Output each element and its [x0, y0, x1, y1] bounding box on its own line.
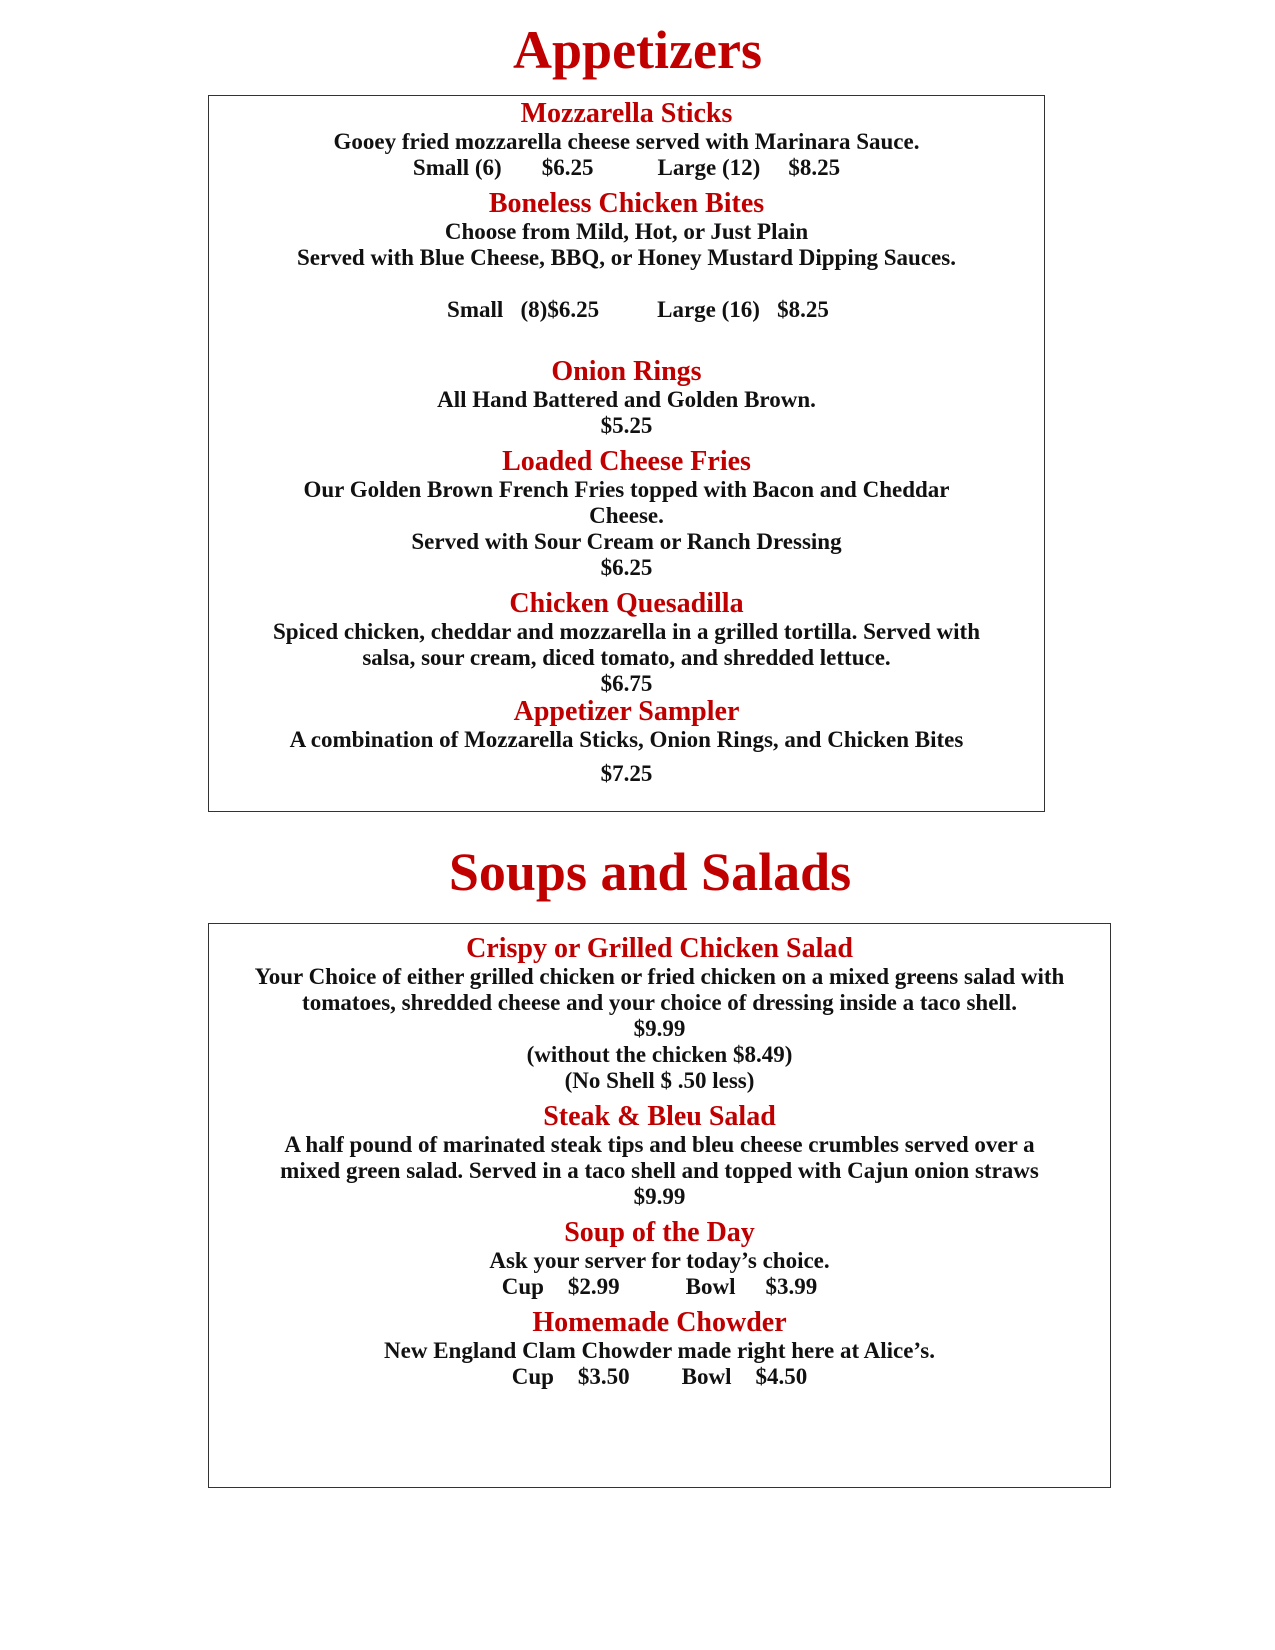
price-label: Bowl	[681, 1364, 732, 1389]
soup-of-day-prices	[209, 1274, 1110, 1300]
sampler-price: $7.25	[600, 761, 653, 786]
chicken-bites-desc: Choose from Mild, Hot, or Just Plain	[444, 219, 809, 244]
quesadilla-desc: salsa, sour cream, diced tomato, and shredded lettuce.	[362, 645, 891, 670]
onion-rings-name: Onion Rings	[551, 356, 702, 387]
chicken-bites-desc: Served with Blue Cheese, BBQ, or Honey Mustard Dipping Sauces.	[297, 245, 956, 270]
price-value: Small (8)$6.25	[447, 297, 600, 322]
price-label: Bowl	[685, 1274, 736, 1299]
onion-rings-price: $5.25	[600, 413, 653, 438]
chicken-bites-name: Boneless Chicken Bites	[488, 188, 765, 219]
chicken-salad-name: Crispy or Grilled Chicken Salad	[466, 933, 853, 964]
price-value: $3.50	[577, 1364, 630, 1389]
cheese-fries-desc: Served with Sour Cream or Ranch Dressing	[411, 529, 842, 554]
price-label: Large (12)	[657, 155, 761, 180]
mozzarella-sticks-name: Mozzarella Sticks	[520, 98, 733, 129]
price-value: $8.25	[788, 155, 841, 180]
price-value: Large (16) $8.25	[657, 297, 829, 322]
chowder-prices	[209, 1364, 1110, 1390]
quesadilla-desc: Spiced chicken, cheddar and mozzarella in a grilled tortilla. Served with	[272, 619, 980, 644]
appetizers-heading: Appetizers	[513, 20, 762, 80]
chicken-salad-note: (without the chicken $8.49)	[526, 1042, 793, 1067]
price-value: $3.99	[765, 1274, 818, 1299]
sampler-desc: A combination of Mozzarella Sticks, Onion Rings, and Chicken Bites	[289, 727, 964, 752]
cheese-fries-desc: Cheese.	[589, 503, 664, 528]
quesadilla-price: $6.75	[600, 671, 653, 696]
chicken-salad-desc: Your Choice of either grilled chicken or fried chicken on a mixed greens salad with	[254, 964, 1065, 989]
mozzarella-sticks-desc: Gooey fried mozzarella cheese served with Marinara Sauce.	[333, 129, 920, 154]
price-value: $2.99	[567, 1274, 620, 1299]
quesadilla-name: Chicken Quesadilla	[509, 588, 744, 619]
price-label: Small (6)	[412, 155, 502, 180]
chicken-salad-price: $9.99	[633, 1016, 686, 1041]
soups-salads-heading: Soups and Salads	[448, 842, 852, 902]
chicken-salad-desc: tomatoes, shredded cheese and your choice of dressing inside a taco shell.	[302, 990, 1017, 1015]
sampler-name: Appetizer Sampler	[513, 696, 740, 727]
cheese-fries-price: $6.25	[600, 555, 653, 580]
steak-salad-desc: mixed green salad. Served in a taco shell and topped with Cajun onion straws	[280, 1158, 1039, 1183]
chicken-bites-prices	[209, 271, 1044, 349]
soups-salads-box	[208, 923, 1111, 1488]
steak-salad-desc: A half pound of marinated steak tips and bleu cheese crumbles served over a	[284, 1132, 1035, 1157]
price-value: $4.50	[755, 1364, 808, 1389]
price-label: Cup	[501, 1274, 544, 1299]
soup-of-day-desc: Ask your server for today’s choice.	[489, 1248, 830, 1273]
cheese-fries-desc: Our Golden Brown French Fries topped with Bacon and Cheddar	[303, 477, 950, 502]
chicken-salad-note: (No Shell $ .50 less)	[564, 1068, 755, 1093]
steak-salad-price: $9.99	[633, 1184, 686, 1209]
price-value: $6.25	[541, 155, 594, 180]
onion-rings-desc: All Hand Battered and Golden Brown.	[437, 387, 816, 412]
price-label: Cup	[511, 1364, 554, 1389]
chowder-name: Homemade Chowder	[532, 1307, 787, 1338]
soup-of-day-name: Soup of the Day	[564, 1217, 755, 1248]
cheese-fries-name: Loaded Cheese Fries	[502, 446, 751, 477]
steak-salad-name: Steak & Bleu Salad	[543, 1101, 776, 1132]
appetizers-box	[208, 95, 1045, 812]
mozzarella-sticks-prices	[209, 155, 1044, 181]
chowder-desc: New England Clam Chowder made right here at Alice’s.	[384, 1338, 935, 1363]
